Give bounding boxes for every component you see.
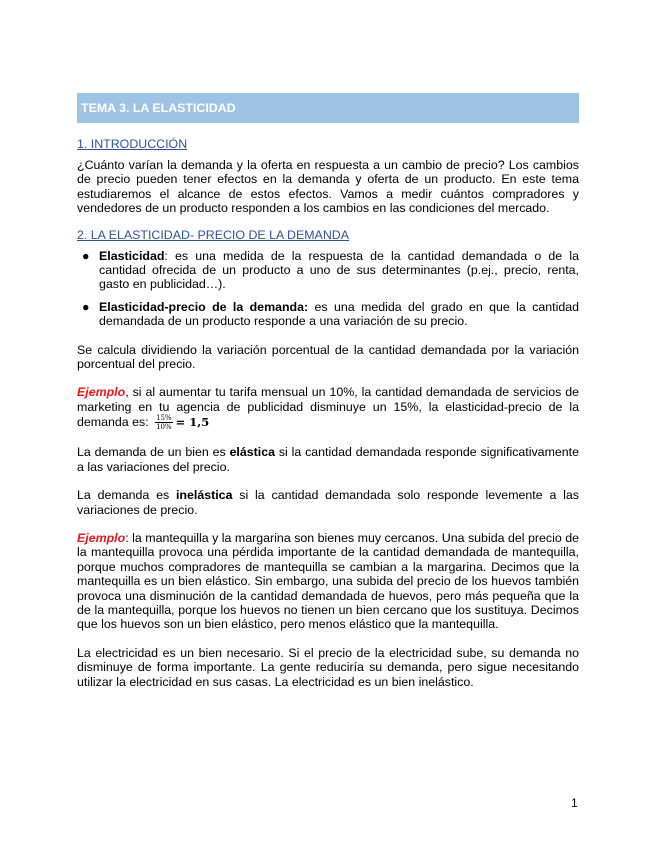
- intro-paragraph: ¿Cuánto varían la demanda y la oferta en respuesta a un cambio de precio? Los cambios de precio pueden tener efectos en la demanda y oferta de un producto. En este tema estudiaremos el alcance de estos efectos. Vamos a medir cuántos compradores y vendedores de un producto responden a los cambios en las condiciones del mercado.: [77, 158, 579, 216]
- term-inelastica: inelástica: [175, 488, 233, 503]
- definition-text: es una medida del grado en que la cantidad demandada de un producto responde a una variación de su precio.: [99, 299, 579, 329]
- example-paragraph-2: [77, 531, 579, 632]
- inelastic-text-post: si la cantidad demandada solo responde levemente a las variaciones de precio.: [77, 488, 579, 517]
- example-label: Ejemplo: [77, 385, 126, 400]
- section-heading-introduccion: 1. INTRODUCCIÓN: [77, 137, 188, 151]
- elastic-paragraph: [77, 445, 579, 474]
- electricity-paragraph: La electricidad es un bien necesario. Si el precio de la electricidad sube, su demanda no disminuye de forma importante. La gente reduciría su demanda, pero sigue necesitando utilizar la electricidad en sus casas. La electricidad es un bien inelástico.: [77, 645, 579, 689]
- term-elastica: elástica: [229, 445, 275, 460]
- example-label: Ejemplo: [77, 530, 126, 545]
- definition-list: [77, 249, 579, 329]
- definition-text: : es una medida de la respuesta de la cantidad demandada o de la cantidad ofrecida de un producto a uno de sus determinantes (p.ej., precio, renta, gasto en publicidad…).: [99, 248, 579, 292]
- example-text: : la mantequilla y la margarina son bienes muy cercanos. Una subida del precio de la mantequilla provoca una pérdida importante de la cantidad demandada de mantequilla, porque muchos compradores de mantequilla se cambian a la margarina. Decimos que la mantequilla es un bien elástico. Sin embargo, una subida del precio de los huevos también provoca una disminución de la cantidad demandada de huevos, pero más pequeña que la de la mantequilla, porque los huevos no tienen un bien cercano que los sustituya. Decimos que los huevos son un bien elástico, pero menos elástico que la mantequilla.: [77, 530, 579, 632]
- fraction-denominator: 10%: [156, 423, 172, 432]
- list-item: [77, 300, 579, 329]
- term-elasticidad-precio: Elasticidad-precio de la demanda:: [99, 299, 309, 314]
- calc-paragraph: Se calcula dividiendo la variación porcentual de la cantidad demandada por la variación porcentual del precio.: [77, 342, 579, 372]
- inelastic-text-pre: La demanda es: [77, 488, 176, 503]
- document-page: [77, 93, 579, 689]
- bullet-icon: ●: [82, 248, 90, 263]
- term-elasticidad: Elasticidad: [99, 248, 165, 263]
- inelastic-paragraph: [77, 488, 579, 517]
- page-title: TEMA 3. LA ELASTICIDAD: [81, 101, 236, 115]
- example-paragraph-1: [77, 385, 579, 431]
- page-number: 1: [571, 796, 578, 810]
- elastic-text-post: si la cantidad demandada responde significativamente a las variaciones del precio.: [77, 445, 579, 474]
- title-bar: [77, 93, 579, 123]
- fraction: [155, 414, 173, 431]
- fraction-numerator: 15%: [156, 414, 172, 423]
- elastic-text-pre: La demanda de un bien es: [77, 445, 230, 460]
- bullet-icon: ●: [82, 299, 90, 314]
- list-item: [77, 249, 579, 292]
- elasticity-result: = 1,5: [175, 415, 210, 430]
- section-heading-elasticidad: 2. LA ELASTICIDAD- PRECIO DE LA DEMANDA: [77, 227, 349, 242]
- example-text: , si al aumentar tu tarifa mensual un 10%, la cantidad demandada de servicios de marketing en tu agencia de publicidad disminuye un 15%, la elasticidad-precio de la demanda es:: [77, 385, 579, 430]
